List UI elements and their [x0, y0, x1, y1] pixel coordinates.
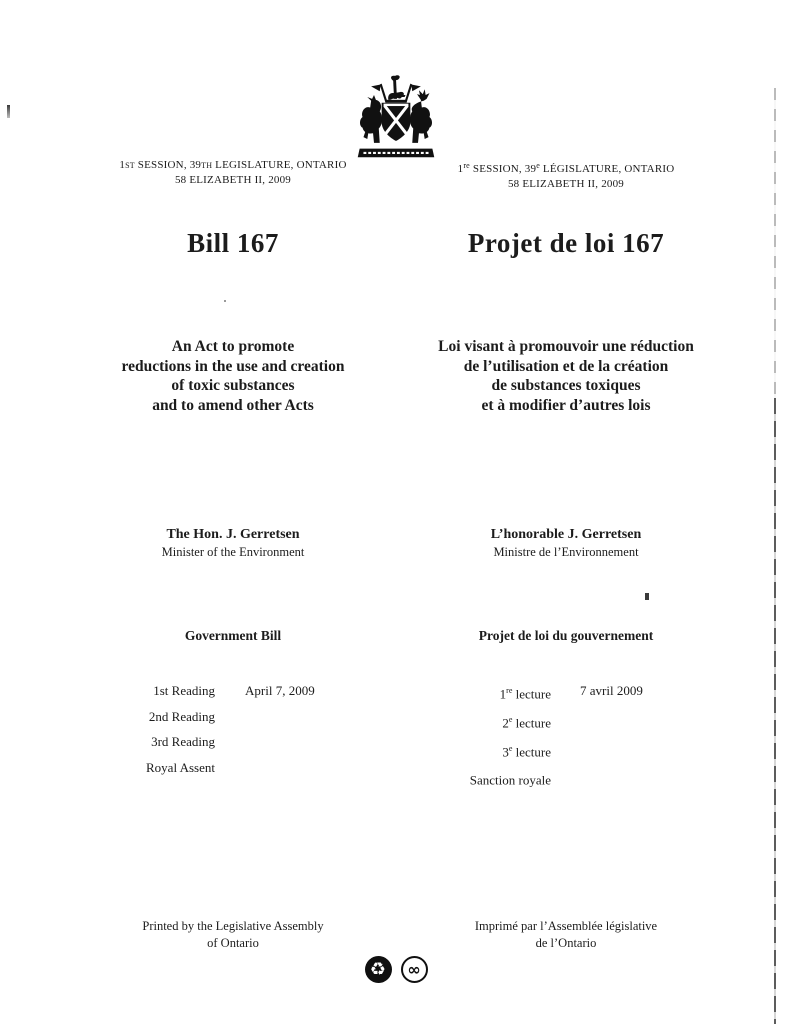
- ontario-coat-of-arms-icon: [348, 74, 444, 162]
- act-title-fr-line: de substances toxiques: [491, 377, 641, 394]
- bill-type-en: Government Bill: [184, 628, 282, 643]
- minister-role-en: Minister of the Environment: [161, 545, 305, 559]
- ordinal: e: [508, 714, 513, 724]
- act-title-en-line: and to amend other Acts: [152, 396, 314, 414]
- minister-role-fr: Ministre de l’Environnement: [493, 545, 639, 559]
- act-title-en-line: reductions in the use and creation: [121, 357, 345, 375]
- reading-date: [551, 764, 716, 793]
- printer-note-en: [85, 918, 381, 951]
- crest-graphics: [360, 75, 432, 143]
- act-title-fr-line: et à modifier d’autres lois: [481, 396, 651, 414]
- reading-date: 7 avril 2009: [580, 683, 643, 698]
- printer-note-fr-line: Imprimé par l’Assemblée législative: [474, 919, 658, 933]
- header-session-fr: [416, 158, 716, 192]
- readings-table-fr: [416, 678, 716, 793]
- recycled-paper-icon: ♻: [365, 956, 392, 983]
- ordinal: re: [506, 686, 513, 695]
- reading-date: April 7, 2009: [245, 683, 315, 698]
- header-regnal-year-fr: 58 ELIZABETH II, 2009: [507, 178, 624, 190]
- act-title-en-line: of toxic substances: [171, 377, 295, 394]
- ordinal-e: e: [536, 161, 540, 170]
- minister-block-fr: [416, 526, 716, 561]
- reading-label: 3e lecture: [502, 743, 551, 759]
- minister-block-en: [85, 526, 381, 561]
- act-title-fr: [416, 337, 716, 415]
- minister-name-fr: L’honorable J. Gerretsen: [490, 527, 642, 542]
- reading-label: 2nd Reading: [148, 708, 215, 724]
- reading-date: [551, 707, 716, 736]
- bill-number-en: Bill 167: [187, 228, 279, 258]
- header-session-en: [85, 158, 381, 188]
- reading-label: 1st Reading: [153, 683, 215, 698]
- reading-date: [215, 729, 381, 755]
- paper-symbols: [0, 956, 792, 983]
- printer-note-en-line: of Ontario: [207, 935, 259, 950]
- readings-table-en: [85, 678, 381, 780]
- reading-date: [215, 755, 381, 781]
- reading-date: [551, 736, 716, 765]
- scan-artifact-right-line: [774, 88, 776, 398]
- ordinal-re: re: [463, 161, 470, 170]
- ordinal: e: [508, 743, 513, 753]
- act-title-en-line: An Act to promote: [171, 338, 295, 355]
- header-session-fr-line1: 1re SESSION, 39e LÉGISLATURE, ONTARIO: [457, 161, 675, 175]
- bill-number-fr: Projet de loi 167: [467, 228, 665, 258]
- reading-date: [215, 704, 381, 730]
- printer-note-en-line: Printed by the Legislative Assembly: [142, 919, 324, 933]
- act-title-en: [85, 337, 381, 415]
- printer-note-fr-line: de l’Ontario: [535, 935, 597, 950]
- scan-artifact-right-line: [774, 398, 776, 1024]
- act-title-fr-line: Loi visant à promouvoir une réduction: [438, 338, 694, 355]
- permanent-paper-icon: ∞: [401, 956, 428, 983]
- reading-label: 1re lecture: [499, 686, 551, 702]
- reading-label: Sanction royale: [469, 772, 551, 788]
- act-title-fr-line: de l’utilisation et de la création: [463, 357, 669, 375]
- reading-label: Royal Assent: [146, 759, 215, 775]
- scan-artifact-speck: [7, 105, 10, 118]
- shield-chief: [384, 104, 409, 106]
- minister-name-en: The Hon. J. Gerretsen: [166, 527, 300, 542]
- printer-note-fr: [416, 918, 716, 951]
- motto-banner: [358, 149, 435, 158]
- scan-artifact-speck: [224, 300, 226, 302]
- header-session-en-line1: 1ST SESSION, 39TH LEGISLATURE, ONTARIO: [119, 159, 347, 171]
- bill-type-fr: Projet de loi du gouvernement: [478, 628, 654, 643]
- reading-label: 2e lecture: [502, 714, 551, 731]
- ordinal-st: ST: [125, 161, 135, 170]
- reading-label: 3rd Reading: [151, 734, 215, 749]
- ordinal-th: TH: [201, 161, 213, 170]
- header-regnal-year-en: 58 ELIZABETH II, 2009: [174, 174, 291, 186]
- scan-artifact-speck: [645, 593, 649, 600]
